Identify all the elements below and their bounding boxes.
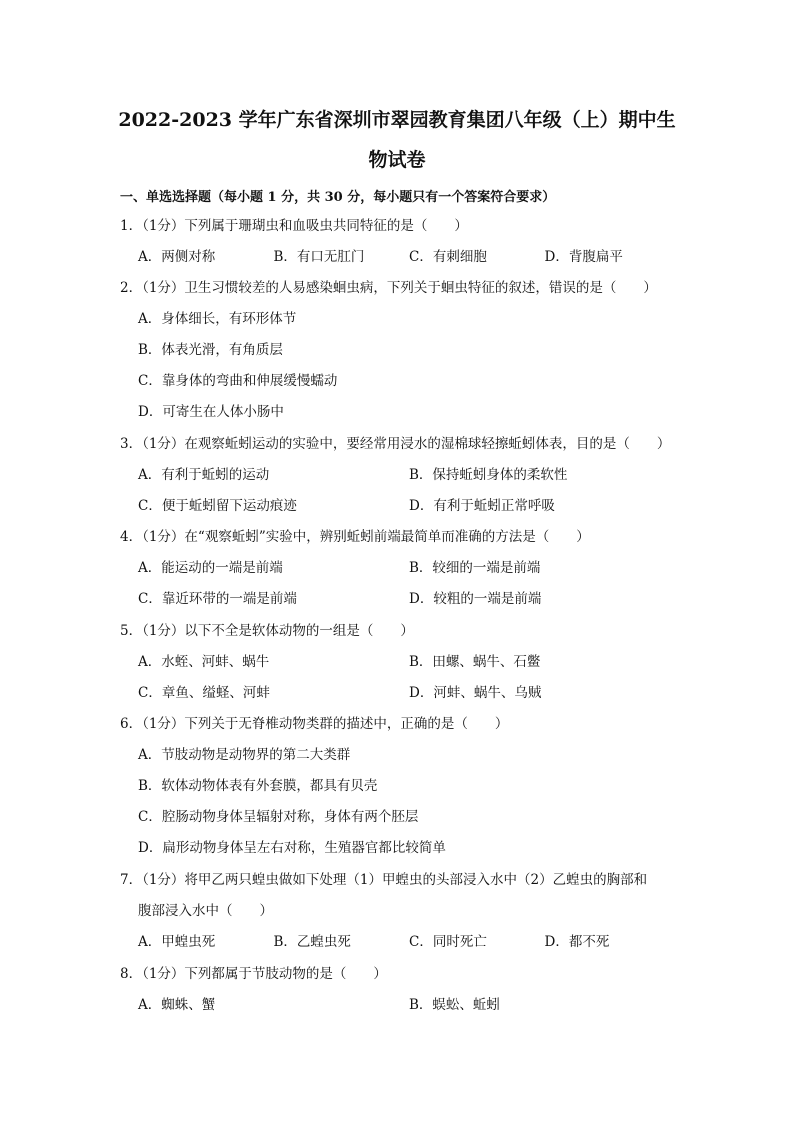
option-d: D．河蚌、蜗牛、乌贼 <box>409 685 542 701</box>
option-a: A．水蛭、河蚌、蜗牛 <box>138 654 270 670</box>
question-stem: 8．（1分）下列都属于节肢动物的是（ ） <box>120 966 387 982</box>
option-b: B．较细的一端是前端 <box>409 560 541 576</box>
option-b: B．田螺、蜗牛、石鳖 <box>409 654 541 670</box>
question-2 <box>120 273 680 428</box>
question-stem-line1: 7．（1分）将甲乙两只蝗虫做如下处理（1）甲蝗虫的头部浸入水中（2）乙蝗虫的胸部和 <box>120 872 648 888</box>
question-stem: 1．（1分）下列属于珊瑚虫和血吸虫共同特征的是（ ） <box>120 218 468 234</box>
option-a: A．蜘蛛、蟹 <box>138 997 216 1013</box>
question-4 <box>120 522 680 615</box>
question-1 <box>120 211 680 273</box>
option-row <box>120 927 680 958</box>
question-stem: 4．（1分）在“观察蚯蚓”实验中，辨别蚯蚓前端最简单而准确的方法是（ ） <box>120 529 590 545</box>
option-c: C．便于蚯蚓留下运动痕迹 <box>138 498 297 514</box>
option-c: C．靠近环带的一端是前端 <box>138 591 297 607</box>
question-5 <box>120 616 680 709</box>
option-c: C．腔肠动物身体呈辐射对称，身体有两个胚层 <box>138 809 419 825</box>
exam-title <box>100 100 694 180</box>
option-a: A．甲蝗虫死 <box>138 934 216 950</box>
option-c: C．靠身体的弯曲和伸展缓慢蠕动 <box>138 373 338 389</box>
option-a: A．两侧对称 <box>138 249 216 265</box>
question-stem <box>120 865 680 927</box>
option-b: B．软体动物体表有外套膜，都具有贝壳 <box>138 778 378 794</box>
option-row <box>120 242 680 273</box>
option-list <box>120 304 680 428</box>
exam-title-line1: 2022-2023 学年广东省深圳市翠园教育集团八年级（上）期中生 <box>118 109 676 131</box>
question-3 <box>120 429 680 522</box>
option-d: D．背腹扁平 <box>544 249 623 265</box>
option-grid <box>120 647 680 709</box>
question-stem: 6．（1分）下列关于无脊椎动物类群的描述中，正确的是（ ） <box>120 716 509 732</box>
option-grid <box>120 553 680 615</box>
option-c: C．有刺细胞 <box>409 249 487 265</box>
question-stem: 5．（1分）以下不全是软体动物的一组是（ ） <box>120 623 414 639</box>
option-d: D．有利于蚯蚓正常呼吸 <box>409 498 555 514</box>
option-b: B．保持蚯蚓身体的柔软性 <box>409 467 568 483</box>
option-grid <box>120 990 680 1021</box>
option-b: B．乙蝗虫死 <box>273 934 351 950</box>
option-c: C．章鱼、缢蛏、河蚌 <box>138 685 270 701</box>
option-list <box>120 740 680 864</box>
option-d: D．扁形动物身体呈左右对称，生殖器官都比较简单 <box>138 840 446 856</box>
question-6 <box>120 709 680 864</box>
option-grid <box>120 460 680 522</box>
option-b: B．体表光滑，有角质层 <box>138 342 283 358</box>
option-a: A．有利于蚯蚓的运动 <box>138 467 270 483</box>
option-a: A．能运动的一端是前端 <box>138 560 283 576</box>
option-b: B．蜈蚣、蚯蚓 <box>409 997 500 1013</box>
question-7 <box>120 865 680 958</box>
exam-title-line2: 物试卷 <box>368 149 426 171</box>
question-8 <box>120 959 680 1021</box>
option-d: D．可寄生在人体小肠中 <box>138 404 284 420</box>
question-stem: 2．（1分）卫生习惯较差的人易感染蛔虫病，下列关于蛔虫特征的叙述，错误的是（ ） <box>120 280 657 296</box>
question-stem: 3．（1分）在观察蚯蚓运动的实验中，要经常用浸水的湿棉球轻擦蚯蚓体表，目的是（ ） <box>120 436 671 452</box>
option-d: D．都不死 <box>544 934 610 950</box>
section-heading: 一、单选选择题（每小题 1 分，共 30 分，每小题只有一个答案符合要求） <box>120 190 556 205</box>
option-c: C．同时死亡 <box>409 934 487 950</box>
option-a: A．节肢动物是动物界的第二大类群 <box>138 747 351 763</box>
question-stem-line2: 腹部浸入水中（ ） <box>138 903 273 919</box>
option-d: D．较粗的一端是前端 <box>409 591 542 607</box>
option-a: A．身体细长，有环形体节 <box>138 311 297 327</box>
option-b: B．有口无肛门 <box>273 249 365 265</box>
